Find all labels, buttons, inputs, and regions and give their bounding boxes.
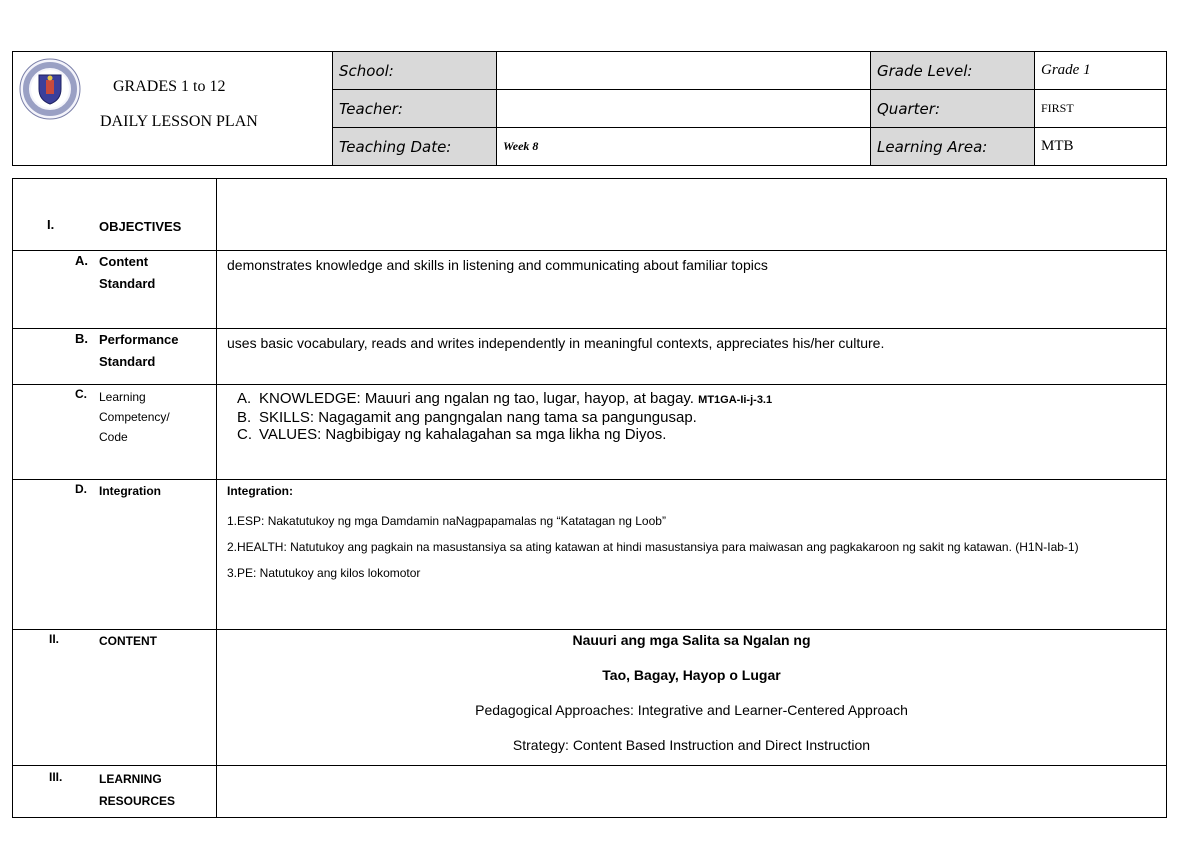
competency-item-skills bbox=[227, 409, 1166, 426]
resources-row bbox=[13, 766, 1167, 818]
objectives-value[interactable] bbox=[217, 179, 1167, 251]
performance-standard-label-2: Standard bbox=[99, 354, 156, 369]
content-line-2: Tao, Bagay, Hayop o Lugar bbox=[602, 667, 781, 683]
teaching-date-value[interactable]: Week 8 bbox=[497, 128, 871, 166]
objectives-num: I. bbox=[47, 217, 55, 232]
teacher-label: Teacher: bbox=[333, 90, 497, 128]
competency-list bbox=[217, 385, 1166, 443]
integration-heading: Integration: bbox=[227, 484, 293, 498]
title-daily-lesson-plan: DAILY LESSON PLAN bbox=[100, 113, 258, 130]
school-value[interactable] bbox=[497, 52, 871, 90]
resources-num: III. bbox=[49, 770, 63, 784]
integration-content bbox=[217, 480, 1166, 592]
content-lines bbox=[217, 630, 1166, 763]
competency-label-2: Competency/ bbox=[99, 410, 170, 424]
content-standard-num: A. bbox=[75, 253, 88, 268]
resources-label-2: RESOURCES bbox=[99, 794, 176, 808]
content-label: CONTENT bbox=[99, 634, 157, 648]
grade-level-value[interactable]: Grade 1 bbox=[1035, 52, 1167, 90]
competency-letter-c: C. bbox=[237, 426, 252, 443]
integration-label: Integration bbox=[99, 484, 161, 498]
competency-text-b: SKILLS: Nagagamit ang pangngalan nang tama sa pangungusap. bbox=[259, 409, 697, 426]
competency-label-3: Code bbox=[99, 430, 128, 444]
performance-standard-text: uses basic vocabulary, reads and writes independently in meaningful contexts, appreciates his/her culture. bbox=[227, 335, 885, 351]
content-line-3: Pedagogical Approaches: Integrative and Learner-Centered Approach bbox=[475, 702, 908, 718]
content-line-1: Nauuri ang mga Salita sa Ngalan ng bbox=[572, 632, 811, 648]
content-standard-label-2: Standard bbox=[99, 276, 156, 291]
title-grades: GRADES 1 to 12 bbox=[113, 78, 226, 95]
integration-item-esp: 1.ESP: Nakatutukoy ng mga Damdamin naNagpapamalas ng “Katatagan ng Loob” bbox=[227, 514, 666, 528]
competency-text-a: KNOWLEDGE: Mauuri ang ngalan ng tao, lugar, hayop, at bagay. bbox=[259, 390, 694, 407]
competency-num: C. bbox=[75, 387, 87, 401]
quarter-label: Quarter: bbox=[871, 90, 1035, 128]
school-label: School: bbox=[333, 52, 497, 90]
content-row bbox=[13, 630, 1167, 766]
content-num: II. bbox=[49, 632, 60, 646]
objectives-label: OBJECTIVES bbox=[99, 219, 182, 234]
content-standard-label-1: Content bbox=[99, 254, 149, 269]
content-standard-text: demonstrates knowledge and skills in listening and communicating about familiar topics bbox=[227, 257, 768, 273]
performance-standard-label-1: Performance bbox=[99, 332, 179, 347]
resources-value[interactable] bbox=[217, 766, 1167, 818]
integration-row bbox=[13, 480, 1167, 630]
performance-standard-num: B. bbox=[75, 331, 88, 346]
objectives-row bbox=[13, 179, 1167, 251]
competency-code: MT1GA-Ii-j-3.1 bbox=[698, 394, 773, 406]
title-block bbox=[13, 52, 333, 166]
content-line-4: Strategy: Content Based Instruction and Direct Instruction bbox=[512, 737, 871, 753]
lesson-plan-table bbox=[12, 178, 1167, 818]
deped-seal-icon bbox=[19, 58, 81, 120]
competency-text-c: VALUES: Nagbibigay ng kahalagahan sa mga likha ng Diyos. bbox=[259, 426, 667, 443]
grade-level-label: Grade Level: bbox=[871, 52, 1035, 90]
integration-num: D. bbox=[75, 482, 87, 496]
competency-label-1: Learning bbox=[99, 390, 146, 404]
header-table bbox=[12, 51, 1167, 166]
competency-item-knowledge bbox=[227, 390, 1166, 409]
quarter-value[interactable]: FIRST bbox=[1035, 90, 1167, 128]
competency-item-values bbox=[227, 426, 1166, 443]
competency-letter-a: A. bbox=[237, 390, 252, 407]
integration-item-health: 2.HEALTH: Natutukoy ang pagkain na masustansiya sa ating katawan at hindi masustansiya para maiwasan ang pagkakaroon ng sakit ng katawan. (H1N-Iab-1) bbox=[227, 540, 1079, 554]
performance-standard-row bbox=[13, 329, 1167, 385]
content-standard-row bbox=[13, 251, 1167, 329]
resources-label-1: LEARNING bbox=[99, 772, 162, 786]
teacher-value[interactable] bbox=[497, 90, 871, 128]
integration-item-pe: 3.PE: Natutukoy ang kilos lokomotor bbox=[227, 566, 421, 580]
teaching-date-label: Teaching Date: bbox=[333, 128, 497, 166]
learning-area-value[interactable]: MTB bbox=[1035, 128, 1167, 166]
competency-letter-b: B. bbox=[237, 409, 252, 426]
learning-area-label: Learning Area: bbox=[871, 128, 1035, 166]
competency-row bbox=[13, 385, 1167, 480]
